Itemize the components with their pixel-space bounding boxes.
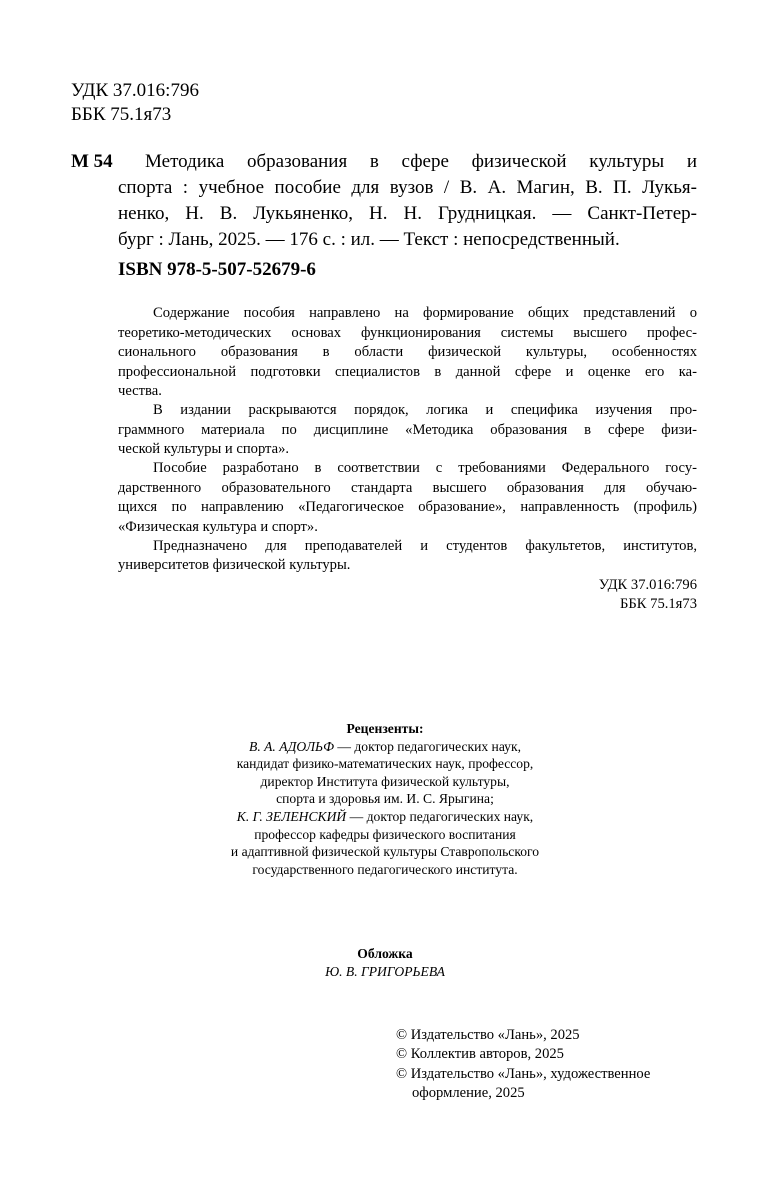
annotation-line: «Физическая культура и спорт». [118, 519, 318, 535]
author-mark: М 54 [71, 151, 113, 172]
reviewers-block [118, 720, 652, 878]
reviewer-1-detail: директор Института физической культуры, [260, 773, 510, 789]
reviewer-1-detail: спорта и здоровья им. И. С. Ярыгина; [276, 791, 494, 807]
udk-code: УДК 37.016:796 [71, 80, 199, 101]
classification-codes [71, 79, 199, 127]
reviewer-1-title: — доктор педагогических наук, [334, 738, 521, 754]
annotation-line: граммного материала по дисциплине «Методика образования в сфере физи- [118, 422, 697, 438]
reviewer-2-detail: и адаптивной физической культуры Ставропольского [230, 844, 540, 860]
annotation-line: университетов физической культуры. [118, 557, 351, 573]
udk-code-bottom: УДК 37.016:796 [598, 577, 697, 593]
bottom-classification-codes [599, 576, 697, 614]
annotation-line: теоретико-методических основах функционирования системы высшего профес- [118, 325, 697, 341]
annotation-line: Предназначено для преподавателей и студентов факультетов, институтов, [153, 538, 697, 554]
bbk-code-bottom: ББК 75.1я73 [620, 596, 697, 612]
cover-designer: Ю. В. ГРИГОРЬЕВА [325, 963, 445, 979]
copyright-block [396, 1026, 650, 1103]
annotation-line: Содержание пособия направлено на формирование общих представлений о [153, 305, 697, 321]
reviewer-1-name: В. А. АДОЛЬФ [249, 738, 334, 754]
annotation-line: щихся по направлению «Педагогическое образование», направленность (профиль) [118, 499, 697, 515]
biblio-line-3: ненко, Н. В. Лукьяненко, Н. Н. Грудницкая. — Санкт-Петер- [118, 203, 697, 224]
cover-heading: Обложка [357, 946, 413, 961]
annotation-line: ческой культуры и спорта». [118, 441, 290, 457]
bbk-code: ББК 75.1я73 [71, 104, 172, 125]
annotation-line: дарственного образовательного стандарта высшего образования для обучаю- [118, 480, 697, 496]
reviewer-2-title: — доктор педагогических наук, [346, 808, 534, 824]
reviewer-1 [118, 738, 652, 756]
reviewer-2-detail: профессор кафедры физического воспитания [254, 826, 516, 842]
reviewers-heading: Рецензенты: [346, 721, 424, 736]
biblio-line-1: Методика образования в сфере физической культуры и [145, 151, 697, 172]
biblio-line-4: бург : Лань, 2025. — 176 с. : ил. — Текст : непосредственный. [118, 229, 620, 250]
copyright-line: © Издательство «Лань», 2025 [396, 1027, 580, 1043]
isbn: ISBN 978-5-507-52679-6 [118, 259, 316, 280]
annotation-line: Пособие разработано в соответствии с требованиями Федерального госу- [153, 460, 697, 476]
reviewer-1-detail: кандидат физико-математических наук, профессор, [236, 756, 534, 772]
biblio-line-2: спорта : учебное пособие для вузов / В. А. Магин, В. П. Лукья- [118, 177, 697, 198]
copyright-line: © Издательство «Лань», художественное [396, 1065, 651, 1082]
cover-credit [118, 945, 652, 980]
reviewer-2 [118, 808, 652, 826]
copyright-line-continued: оформление, 2025 [412, 1084, 525, 1101]
annotation-line: чества. [118, 383, 162, 399]
copyright-line: © Коллектив авторов, 2025 [396, 1046, 564, 1063]
annotation-line: сионального образования в области физической культуры, особенностях [118, 344, 697, 360]
reviewer-2-name: К. Г. ЗЕЛЕНСКИЙ [236, 808, 347, 824]
annotation-line: В издании раскрываются порядок, логика и специфика изучения про- [153, 402, 697, 418]
annotation-line: профессиональной подготовки специалистов в данной сфере и оценке его ка- [118, 364, 697, 380]
reviewer-2-detail: государственного педагогического института. [252, 861, 518, 877]
